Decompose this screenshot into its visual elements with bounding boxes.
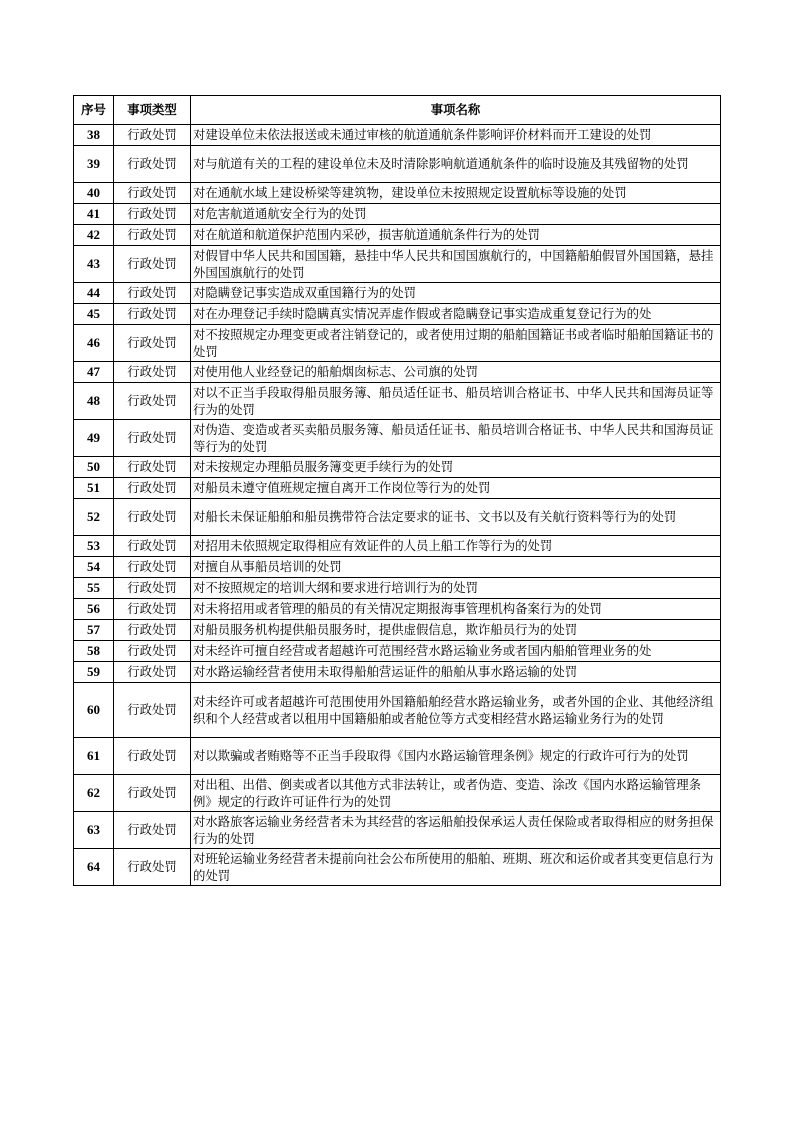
row-number: 43	[74, 246, 114, 283]
row-type: 行政处罚	[114, 536, 191, 557]
table-row	[74, 812, 721, 849]
row-type: 行政处罚	[114, 849, 191, 886]
table-row	[74, 738, 721, 775]
row-name: 对不按照规定办理变更或者注销登记的，或者使用过期的船舶国籍证书或者临时船舶国籍证书的处罚	[191, 325, 721, 362]
row-type: 行政处罚	[114, 812, 191, 849]
row-name: 对船员未遵守值班规定擅自离开工作岗位等行为的处罚	[191, 478, 721, 499]
table-row	[74, 683, 721, 738]
table-row	[74, 641, 721, 662]
table-header-row	[74, 96, 721, 125]
row-number: 53	[74, 536, 114, 557]
row-name: 对未按规定办理船员服务簿变更手续行为的处罚	[191, 457, 721, 478]
row-number: 49	[74, 420, 114, 457]
table-row	[74, 304, 721, 325]
row-name: 对水路运输经营者使用未取得船舶营运证件的船舶从事水路运输的处罚	[191, 662, 721, 683]
row-number: 44	[74, 283, 114, 304]
items-table	[73, 95, 721, 886]
row-name: 对以不正当手段取得船员服务簿、船员适任证书、船员培训合格证书、中华人民共和国海员证等行为的处罚	[191, 383, 721, 420]
row-number: 38	[74, 125, 114, 146]
row-name: 对船长未保证船舶和船员携带符合法定要求的证书、文书以及有关航行资料等行为的处罚	[191, 499, 721, 536]
header-type: 事项类型	[114, 96, 191, 125]
row-type: 行政处罚	[114, 204, 191, 225]
row-name	[191, 683, 721, 738]
row-number: 58	[74, 641, 114, 662]
row-number: 39	[74, 146, 114, 183]
row-number: 63	[74, 812, 114, 849]
row-type: 行政处罚	[114, 599, 191, 620]
row-name: 对在航道和航道保护范围内采砂，损害航道通航条件行为的处罚	[191, 225, 721, 246]
row-number: 47	[74, 362, 114, 383]
table-row	[74, 225, 721, 246]
row-number: 55	[74, 578, 114, 599]
row-name: 对水路旅客运输业务经营者未为其经营的客运船舶投保承运人责任保险或者取得相应的财务担保行为的处罚	[191, 812, 721, 849]
row-type: 行政处罚	[114, 775, 191, 812]
row-number: 61	[74, 738, 114, 775]
row-name: 对使用他人业经登记的船舶烟囱标志、公司旗的处罚	[191, 362, 721, 383]
row-number: 64	[74, 849, 114, 886]
row-name-text: 对未经许可或者超越许可范围使用外国籍船舶经营水路运输业务，或者外国的企业、其他经济组织和个人经营或者以租用中国籍船舶或者舱位等方式变相经营水路运输业务行为的处罚	[193, 693, 714, 726]
table-row	[74, 499, 721, 536]
table-row	[74, 204, 721, 225]
row-name: 对擅自从事船员培训的处罚	[191, 557, 721, 578]
table-row	[74, 849, 721, 886]
row-number: 48	[74, 383, 114, 420]
row-number: 56	[74, 599, 114, 620]
table-row	[74, 325, 721, 362]
row-type: 行政处罚	[114, 362, 191, 383]
row-number: 60	[74, 683, 114, 738]
row-type: 行政处罚	[114, 620, 191, 641]
table-row	[74, 246, 721, 283]
table-row	[74, 362, 721, 383]
table-row	[74, 383, 721, 420]
table-row	[74, 146, 721, 183]
table-row	[74, 457, 721, 478]
table-row	[74, 775, 721, 812]
row-name: 对假冒中华人民共和国国籍，悬挂中华人民共和国国旗航行的，中国籍船舶假冒外国国籍，悬挂外国国旗航行的处罚	[191, 246, 721, 283]
table-row	[74, 599, 721, 620]
row-type: 行政处罚	[114, 125, 191, 146]
row-number: 62	[74, 775, 114, 812]
row-name: 对出租、出借、倒卖或者以其他方式非法转让，或者伪造、变造、涂改《国内水路运输管理条例》规定的行政许可证件行为的处罚	[191, 775, 721, 812]
table-row	[74, 125, 721, 146]
row-name: 对未将招用或者管理的船员的有关情况定期报海事管理机构备案行为的处罚	[191, 599, 721, 620]
row-number: 41	[74, 204, 114, 225]
row-type: 行政处罚	[114, 738, 191, 775]
row-type: 行政处罚	[114, 457, 191, 478]
row-type: 行政处罚	[114, 183, 191, 204]
row-name: 对在通航水域上建设桥梁等建筑物，建设单位未按照规定设置航标等设施的处罚	[191, 183, 721, 204]
row-name: 对与航道有关的工程的建设单位未及时清除影响航道通航条件的临时设施及其残留物的处罚	[191, 146, 721, 183]
table-row	[74, 420, 721, 457]
row-name: 对建设单位未依法报送或未通过审核的航道通航条件影响评价材料而开工建设的处罚	[191, 125, 721, 146]
row-number: 46	[74, 325, 114, 362]
row-type: 行政处罚	[114, 146, 191, 183]
row-type: 行政处罚	[114, 304, 191, 325]
row-number: 59	[74, 662, 114, 683]
row-number: 42	[74, 225, 114, 246]
row-name: 对不按照规定的培训大纲和要求进行培训行为的处罚	[191, 578, 721, 599]
row-name: 对在办理登记手续时隐瞒真实情况弄虚作假或者隐瞒登记事实造成重复登记行为的处	[191, 304, 721, 325]
row-type: 行政处罚	[114, 641, 191, 662]
row-type: 行政处罚	[114, 246, 191, 283]
table-row	[74, 557, 721, 578]
row-name: 对危害航道通航安全行为的处罚	[191, 204, 721, 225]
table-row	[74, 620, 721, 641]
row-type: 行政处罚	[114, 420, 191, 457]
row-type: 行政处罚	[114, 662, 191, 683]
header-name: 事项名称	[191, 96, 721, 125]
row-number: 57	[74, 620, 114, 641]
row-type: 行政处罚	[114, 683, 191, 738]
table-row	[74, 283, 721, 304]
table-row	[74, 578, 721, 599]
row-number: 40	[74, 183, 114, 204]
row-name: 对招用未依照规定取得相应有效证件的人员上船工作等行为的处罚	[191, 536, 721, 557]
header-no: 序号	[74, 96, 114, 125]
row-number: 50	[74, 457, 114, 478]
table-row	[74, 536, 721, 557]
row-type: 行政处罚	[114, 225, 191, 246]
row-type: 行政处罚	[114, 283, 191, 304]
row-type: 行政处罚	[114, 578, 191, 599]
row-type: 行政处罚	[114, 499, 191, 536]
row-name: 对未经许可擅自经营或者超越许可范围经营水路运输业务或者国内船舶管理业务的处	[191, 641, 721, 662]
row-number: 45	[74, 304, 114, 325]
row-number: 51	[74, 478, 114, 499]
row-type: 行政处罚	[114, 478, 191, 499]
row-name: 对隐瞒登记事实造成双重国籍行为的处罚	[191, 283, 721, 304]
row-name: 对班轮运输业务经营者未提前向社会公布所使用的船舶、班期、班次和运价或者其变更信息行为的处罚	[191, 849, 721, 886]
table-row	[74, 662, 721, 683]
row-name: 对船员服务机构提供船员服务时，提供虚假信息，欺诈船员行为的处罚	[191, 620, 721, 641]
row-number: 54	[74, 557, 114, 578]
row-name: 对伪造、变造或者买卖船员服务簿、船员适任证书、船员培训合格证书、中华人民共和国海员证等行为的处罚	[191, 420, 721, 457]
table-row	[74, 183, 721, 204]
row-number: 52	[74, 499, 114, 536]
row-name: 对以欺骗或者贿赂等不正当手段取得《国内水路运输管理条例》规定的行政许可行为的处罚	[191, 738, 721, 775]
table-row	[74, 478, 721, 499]
row-type: 行政处罚	[114, 383, 191, 420]
row-type: 行政处罚	[114, 325, 191, 362]
row-type: 行政处罚	[114, 557, 191, 578]
